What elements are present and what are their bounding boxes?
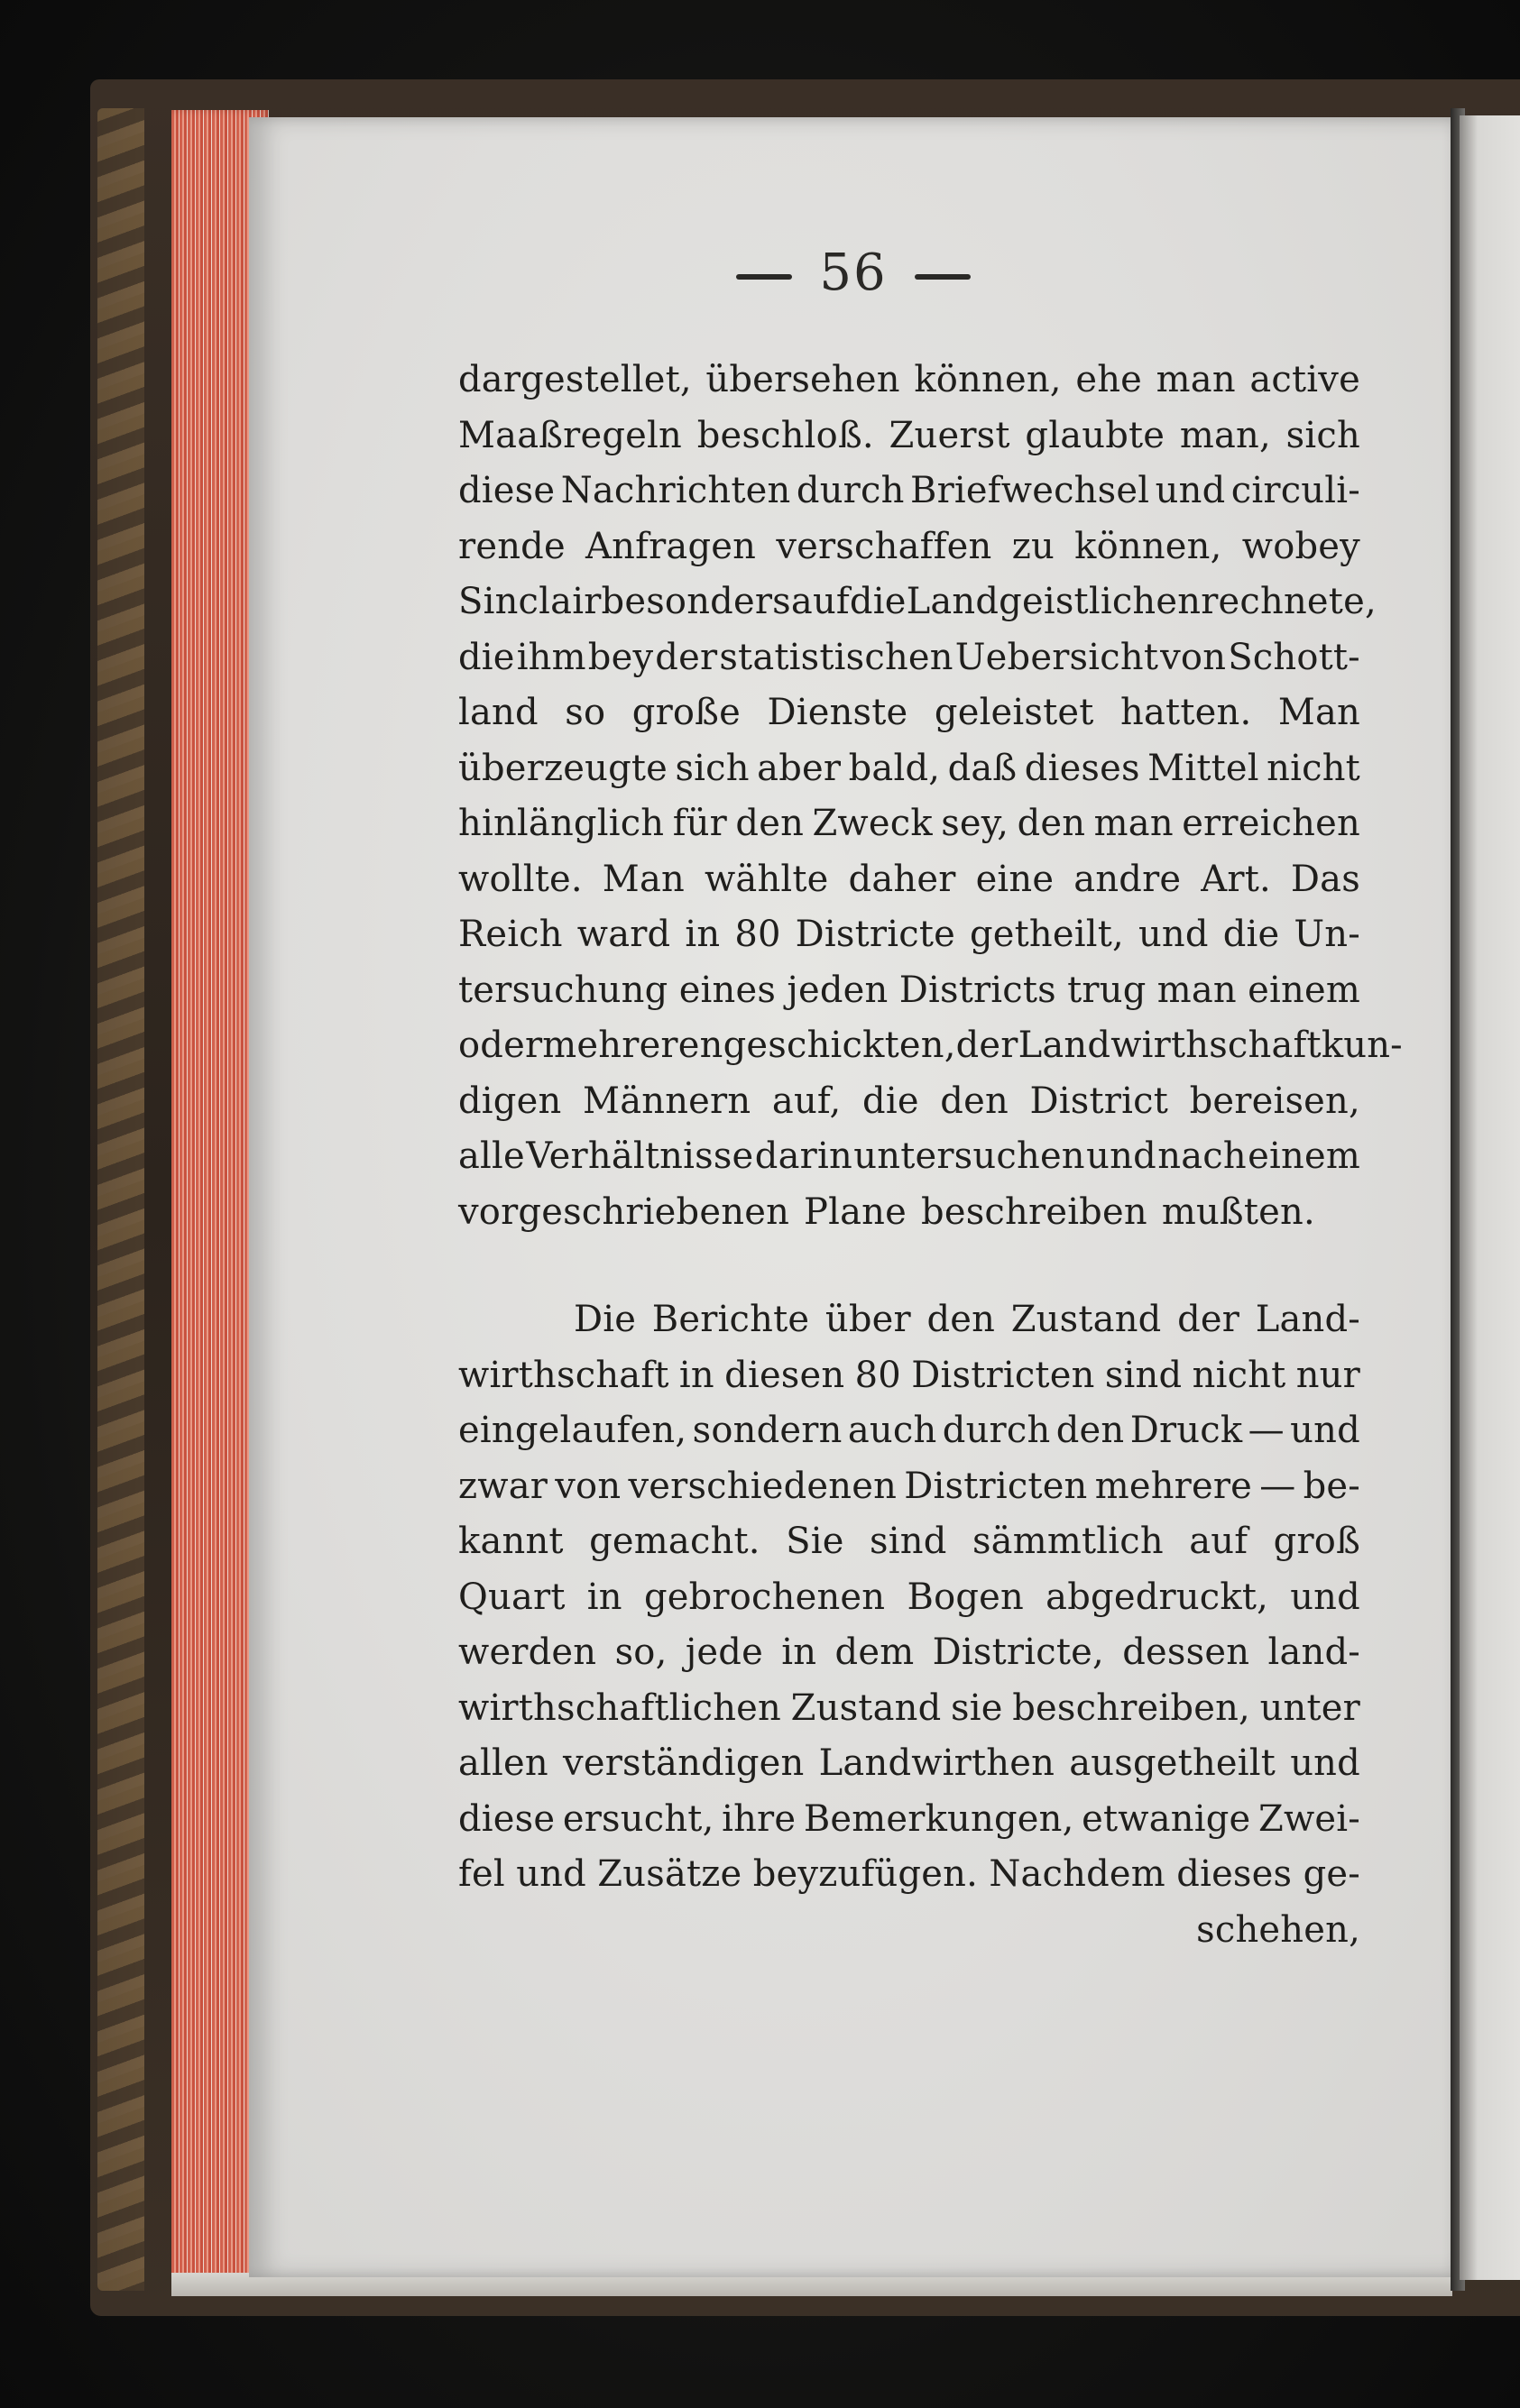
- text-line: alle Verhältnisse darin untersuchen und nach einem: [458, 1135, 1360, 1177]
- text-line: land so große Dienste geleistet hatten. Man: [458, 692, 1360, 733]
- text-line: dargestellet, übersehen können, ehe man active: [458, 359, 1360, 400]
- page-body-text: [458, 359, 1403, 1964]
- text-line: diese ersucht, ihre Bemerkungen, etwanige Zwei-: [458, 1797, 1360, 1840]
- text-line: Sinclair besonders auf die Landgeistlichen rechnete,: [458, 581, 1377, 622]
- header-dash-right: [915, 274, 971, 280]
- text-line: vorgeschriebenen Plane beschreiben mußten.: [458, 1190, 1315, 1233]
- text-line: oder mehreren geschickten, der Landwirthschaft kun-: [458, 1025, 1403, 1066]
- text-line: hinlänglich für den Zweck sey, den man erreichen: [458, 803, 1360, 844]
- text-line: schehen,: [1196, 1908, 1360, 1951]
- text-line: tersuchung eines jeden Districts trug man einem: [458, 969, 1360, 1011]
- text-line: kannt gemacht. Sie sind sämmtlich auf groß: [458, 1521, 1360, 1562]
- text-line: Maaßregeln beschloß. Zuerst glaubte man, sich: [458, 414, 1360, 456]
- header-dash-left: [736, 274, 792, 280]
- text-line: Die Berichte über den Zustand der Land-: [574, 1299, 1360, 1340]
- text-line: diese Nachrichten durch Briefwechsel und circuli-: [458, 470, 1360, 511]
- text-line: digen Männern auf, die den District bereisen,: [458, 1080, 1360, 1122]
- text-line: rende Anfragen verschaffen zu können, wobey: [458, 525, 1360, 567]
- text-line: wollte. Man wählte daher eine andre Art. Das: [458, 858, 1360, 900]
- facing-page-edge: [1460, 115, 1520, 2280]
- text-line: Reich ward in 80 Districte getheilt, und die Un-: [458, 914, 1360, 955]
- text-line: wirthschaft in diesen 80 Districten sind nicht nur: [458, 1354, 1360, 1396]
- marbled-cover-edge: [97, 108, 144, 2291]
- text-line: allen verständigen Landwirthen ausgetheilt und: [458, 1742, 1360, 1784]
- page-header: [249, 244, 1458, 302]
- text-line: werden so, jede in dem Districte, dessen land-: [458, 1631, 1360, 1673]
- text-line: fel und Zusätze beyzufügen. Nachdem dieses ge-: [458, 1853, 1360, 1895]
- text-line: wirthschaftlichen Zustand sie beschreiben, unter: [458, 1687, 1360, 1729]
- text-line: überzeugte sich aber bald, daß dieses Mittel nicht: [458, 747, 1360, 789]
- text-line: die ihm bey der statistischen Uebersicht von Schott-: [458, 636, 1360, 678]
- paragraph-gap: [458, 1246, 1360, 1299]
- text-line: Quart in gebrochenen Bogen abgedruckt, und: [458, 1576, 1360, 1618]
- text-line: eingelaufen, sondern auch durch den Druck — und: [458, 1410, 1360, 1451]
- page-number: 56: [819, 244, 888, 302]
- text-line: zwar von verschiedenen Districten mehrere — be-: [458, 1465, 1360, 1507]
